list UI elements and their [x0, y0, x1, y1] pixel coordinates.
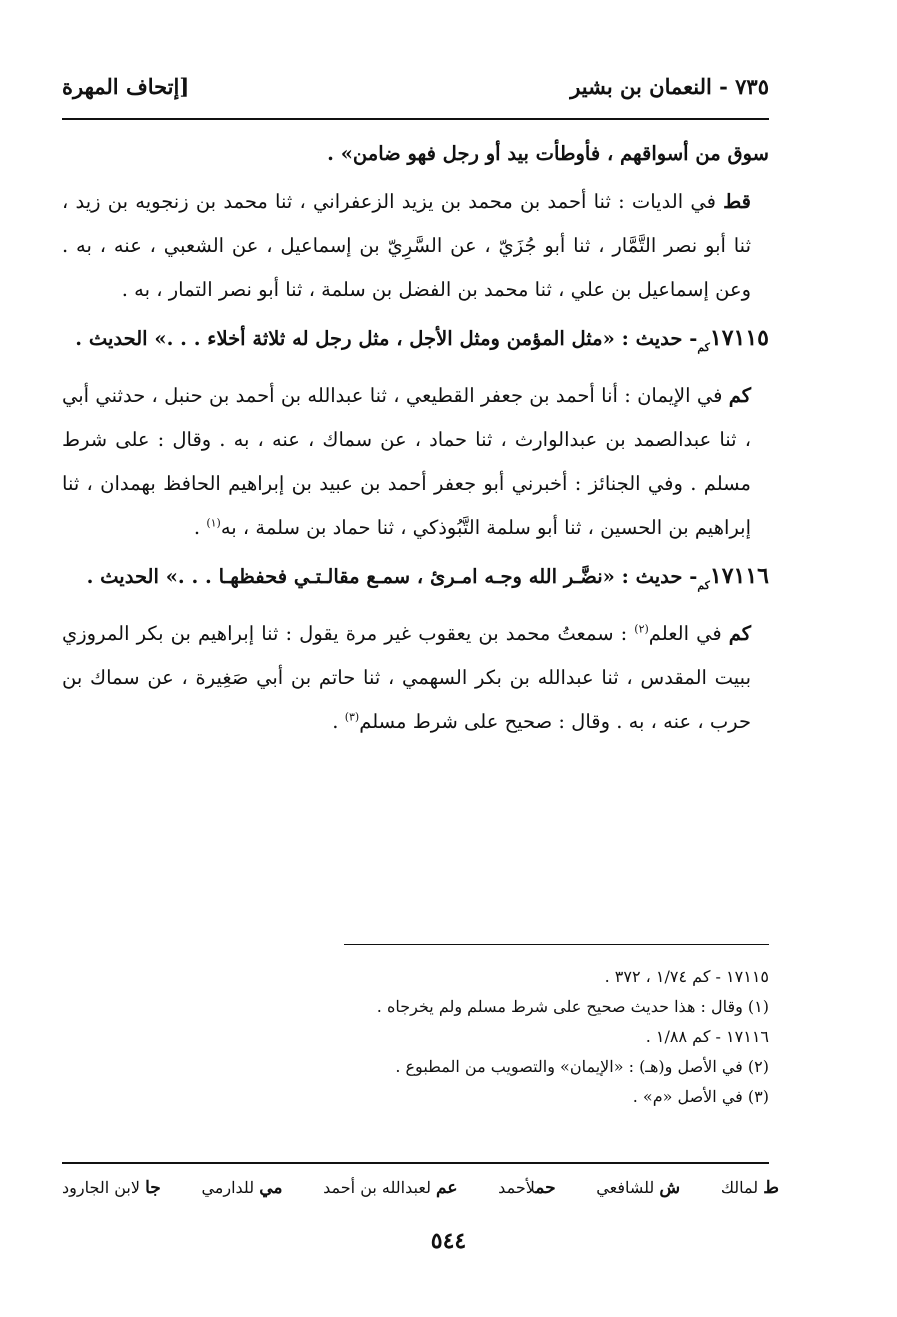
- footnote-line: (١) وقال : هذا حديث صحيح على شرط مسلم ولم يخرجاه .: [376, 997, 769, 1016]
- header-rule: [62, 118, 769, 120]
- chapter-title: ٧٣٥ - النعمان بن بشير: [570, 73, 769, 99]
- legend-item: [721, 1178, 779, 1198]
- isnad-text: في الإيمان : أنا أحمد بن جعفر القطيعي ، ثنا عبدالله بن أحمد بن حنبل ، حدثني أبي ، ثنا عبدالصمد بن عبدالوارث ، ثنا حماد ، عن سماك ، عنه ، به . وقال : على شرط مسلم . وفي الجنائز : أخبرني أبو جعفر أحمد بن عبيد بن إبراهيم الحافظ بهمدان ، ثنا إبراهيم بن الحسين ، ثنا أبو سلمة التَّبُوذكي ، ثنا حماد بن سلمة ، به: [62, 384, 751, 539]
- hadith-number: ١٧١١٥: [709, 325, 769, 351]
- footnote-line: ١٧١١٦ - كم ١/٨٨ .: [645, 1027, 769, 1046]
- legend-item: [201, 1178, 282, 1198]
- footnote-line: (٢) في الأصل و(هـ) : «الإيمان» والتصويب من المطبوع .: [395, 1057, 769, 1076]
- source-code: كم: [728, 622, 751, 645]
- legend-name: لابن الجارود: [62, 1178, 140, 1197]
- legend-name: لأحمد: [498, 1178, 536, 1197]
- isnad-text: في العلم: [648, 622, 729, 645]
- legend-item: [323, 1178, 457, 1198]
- isnad-paragraph-1: [62, 180, 769, 312]
- legend-item: [596, 1178, 680, 1198]
- book-title: [إتحاف المهرة: [62, 73, 190, 99]
- isnad-paragraph-2: [62, 374, 769, 550]
- legend-code: حم: [535, 1178, 556, 1198]
- isnad-text: : سمعتُ محمد بن يعقوب غير مرة يقول : ثنا إبراهيم بن بكر المروزي ببيت المقدس ، ثنا عبدالله بن بكر السهمي ، ثنا حاتم بن أبي صَغِيرة ، عن سماك بن حرب ، عنه ، به . وقال : صحيح على شرط مسلم: [62, 622, 751, 733]
- running-header: [62, 68, 769, 104]
- footnote-line: ١٧١١٥ - كم ١/٧٤ ، ٣٧٢ .: [604, 967, 769, 986]
- source-code: كم: [728, 384, 751, 407]
- legend-name: لعبدالله بن أحمد: [323, 1178, 431, 1197]
- legend-code: مي: [259, 1178, 283, 1198]
- legend-code: ط: [763, 1178, 779, 1198]
- period: .: [332, 710, 345, 733]
- footnote-ref: (١): [206, 516, 221, 530]
- page-number: ٥٤٤: [430, 1228, 467, 1254]
- legend-name: للشافعي: [596, 1178, 655, 1197]
- hadith-entry-17116: [62, 554, 769, 608]
- hadith-text: - حديث : «نضَّـر الله وجـه امـرئ ، سمـع مقالـتـي فحفظهـا . . .» الحديث .: [86, 565, 698, 588]
- footnote-line: (٣) في الأصل «م» .: [632, 1087, 769, 1106]
- footnotes: [200, 962, 769, 1112]
- source-code-sub: كم: [697, 579, 710, 592]
- hadith-continuation: سوق من أسواقهم ، فأوطأت بيد أو رجل فهو ضامن» .: [327, 142, 769, 165]
- legend-item: [498, 1178, 555, 1198]
- footnote-ref: (٣): [344, 710, 360, 724]
- legend-name: لمالك: [720, 1178, 759, 1197]
- footnote-separator: [344, 944, 769, 945]
- main-text: [62, 132, 769, 748]
- source-code-sub: كم: [697, 341, 710, 354]
- legend-item: [62, 1178, 161, 1198]
- hadith-text: - حديث : «مثل المؤمن ومثل الأجل ، مثل رجل له ثلاثة أخلاء . . .» الحديث .: [75, 327, 698, 350]
- isnad-text: في الديات : ثنا أحمد بن محمد بن يزيد الزعفراني ، ثنا محمد بن زنجويه بن زيد ، ثنا أبو نصر التَّمَّار ، ثنا أبو جُزَيّ ، عن السَّرِيّ بن إسماعيل ، عن الشعبي ، عنه ، به . وعن إسماعيل بن علي ، ثنا محمد بن الفضل بن سلمة ، ثنا أبو نصر التمار ، به .: [62, 190, 751, 301]
- legend-code: ش: [659, 1178, 681, 1198]
- source-code: قط: [723, 190, 751, 213]
- legend-name: للدارمي: [201, 1178, 255, 1197]
- isnad-paragraph-3: [62, 612, 769, 744]
- legend-code: جا: [145, 1178, 161, 1198]
- hadith-number: ١٧١١٦: [709, 563, 769, 589]
- footnote-ref: (٢): [634, 622, 649, 636]
- abbreviation-legend: [62, 1172, 779, 1204]
- hadith-entry-17115: [62, 316, 769, 370]
- legend-rule: [62, 1162, 769, 1164]
- period: .: [193, 516, 207, 539]
- legend-code: عم: [436, 1178, 458, 1198]
